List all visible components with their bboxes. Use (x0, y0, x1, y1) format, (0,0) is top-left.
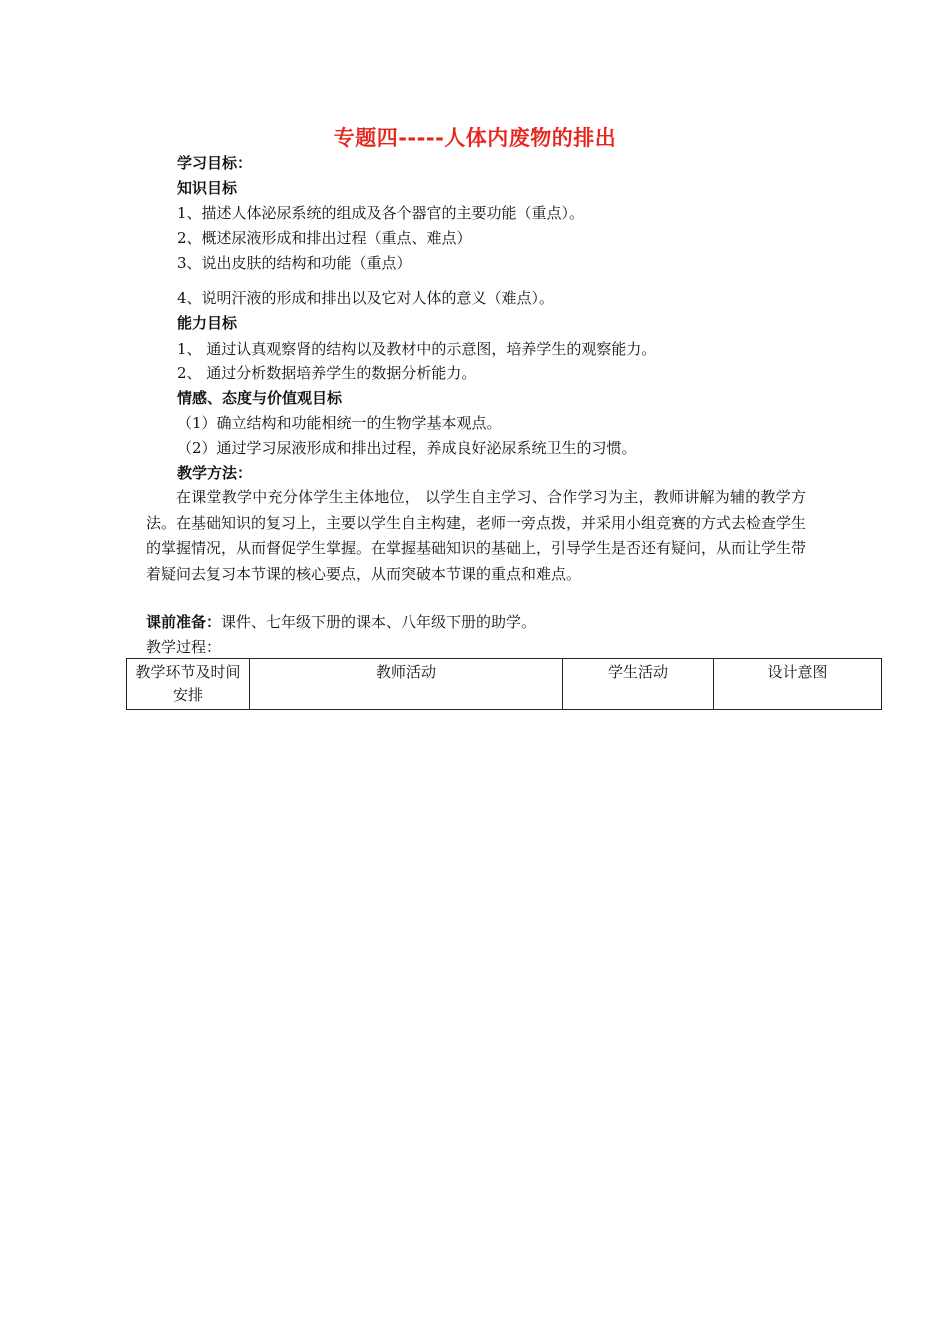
preparation-line (146, 612, 536, 632)
emotion-goals-heading: 情感、态度与价值观目标 (177, 389, 343, 407)
table-header-row (127, 659, 882, 710)
ability-goal-1: 1、 通过认真观察肾的结构以及教材中的示意图，培养学生的观察能力。 (177, 340, 657, 358)
document-title: 专题四-----人体内废物的排出 (333, 126, 617, 150)
process-heading: 教学过程： (146, 638, 222, 656)
knowledge-goal-3: 3、说出皮肤的结构和功能（重点） (177, 254, 412, 272)
knowledge-goals-heading: 知识目标 (177, 179, 238, 197)
table-header-cell: 设计意图 (714, 659, 882, 710)
teaching-method-heading: 教学方法： (177, 464, 253, 482)
ability-goal-2: 2、 通过分析数据培养学生的数据分析能力。 (177, 364, 477, 382)
preparation-text: 课件、七年级下册的课本、八年级下册的助学。 (221, 613, 537, 631)
knowledge-goal-1: 1、描述人体泌尿系统的组成及各个器官的主要功能（重点）。 (177, 204, 585, 222)
table-header-cell: 学生活动 (563, 659, 714, 710)
knowledge-goal-4: 4、说明汗液的形成和排出以及它对人体的意义（难点）。 (177, 289, 555, 307)
teaching-method-paragraph: 在课堂教学中充分体学生主体地位， 以学生自主学习、合作学习为主，教师讲解为辅的教学方法。在基础知识的复习上，主要以学生自主构建，老师一旁点拨，并采用小组竞赛的方式去检查学生的掌握情况，从而督促学生掌握。在掌握基础知识的基础上，引导学生是否还有疑问，从而让学生带着疑问去复习本节课的核心要点，从而突破本节课的重点和难点。 (146, 488, 807, 583)
preparation-label: 课前准备： (146, 613, 222, 631)
table-header-cell: 教学环节及时间安排 (127, 659, 250, 710)
learning-goals-heading: 学习目标： (177, 154, 253, 172)
emotion-goal-2: （2）通过学习尿液形成和排出过程，养成良好泌尿系统卫生的习惯。 (177, 439, 637, 457)
knowledge-goal-2: 2、概述尿液形成和排出过程（重点、难点） (177, 229, 472, 247)
ability-goals-heading: 能力目标 (177, 314, 238, 332)
emotion-goal-1: （1）确立结构和功能相统一的生物学基本观点。 (177, 414, 502, 432)
table-header-cell: 教师活动 (250, 659, 563, 710)
teaching-process-table (126, 658, 882, 710)
